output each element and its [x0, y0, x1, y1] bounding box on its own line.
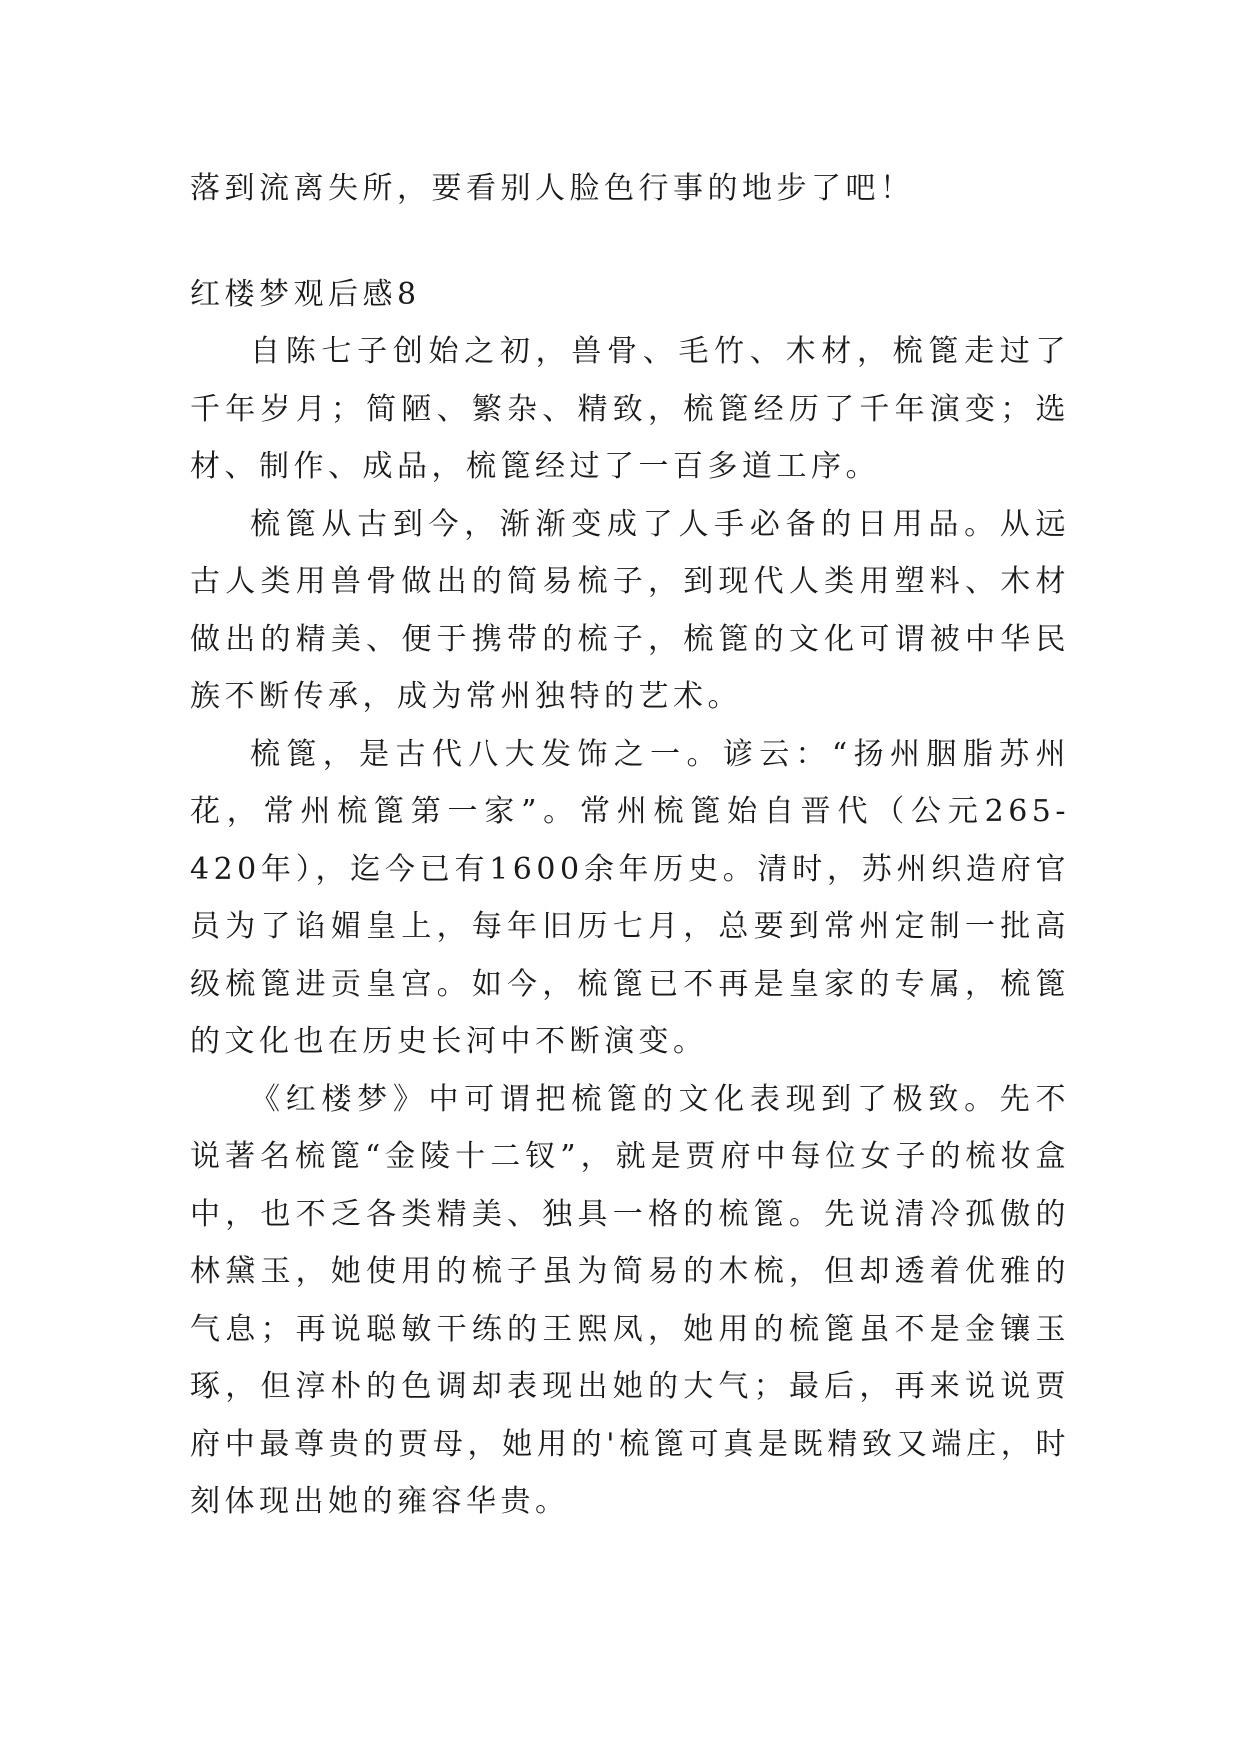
section-title: 红楼梦观后感8: [190, 276, 421, 312]
paragraph: 梳篦，是古代八大发饰之一。谚云：“扬州胭脂苏州花，常州梳篦第一家”。常州梳篦始自晋代（公元265-420年），迄今已有1600余年历史。清时，苏州织造府官员为了谄媚皇上，每年旧历七月，总要到常州定制一批高级梳篦进贡皇宫。如今，梳篦已不再是皇家的专属，梳篦的文化也在历史长河中不断演变。: [190, 736, 1070, 1059]
lead-line: 落到流离失所，要看别人脸色行事的地步了吧！: [190, 171, 915, 206]
document-body: [190, 160, 1070, 1531]
paragraph: 《红楼梦》中可谓把梳篦的文化表现到了极致。先不说著名梳篦“金陵十二钗”，就是贾府中每位女子的梳妆盒中，也不乏各类精美、独具一格的梳篦。先说清冷孤傲的林黛玉，她使用的梳子虽为简易的木梳，但却透着优雅的气息；再说聪敏干练的王熙凤，她用的梳篦虽不是金镶玉琢，但淳朴的色调却表现出她的大气；最后，再来说说贾府中最尊贵的贾母，她用的'梳篦可真是既精致又端庄，时刻体现出她的雍容华贵。: [190, 1081, 1070, 1519]
paragraph: 梳篦从古到今，渐渐变成了人手必备的日用品。从远古人类用兽骨做出的简易梳子，到现代人类用塑料、木材做出的精美、便于携带的梳子，梳篦的文化可谓被中华民族不断传承，成为常州独特的艺术。: [190, 506, 1070, 714]
paragraph: 自陈七子创始之初，兽骨、毛竹、木材，梳篦走过了千年岁月；简陋、繁杂、精致，梳篦经历了千年演变；选材、制作、成品，梳篦经过了一百多道工序。: [190, 334, 1070, 484]
